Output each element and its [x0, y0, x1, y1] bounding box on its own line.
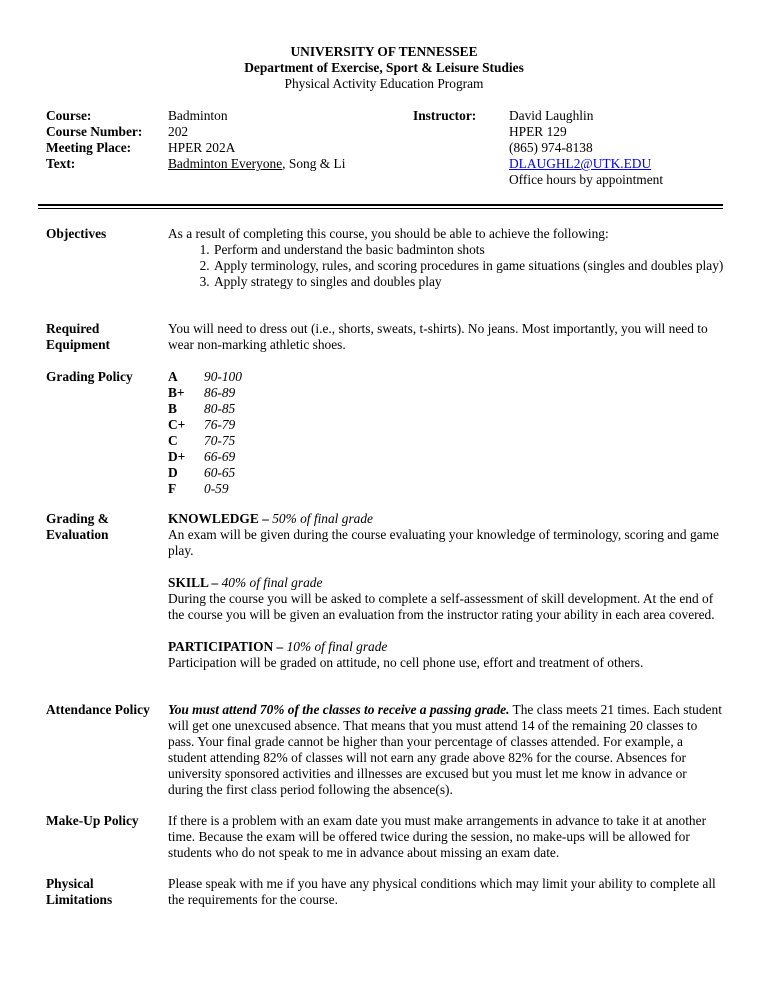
course-label: Course:: [46, 108, 92, 123]
grade-letter: A: [168, 369, 178, 384]
skill-title: SKILL –: [168, 575, 219, 590]
grade-range: 66-69: [204, 449, 236, 464]
grade-range: 86-89: [204, 385, 236, 400]
program-name: Physical Activity Education Program: [284, 76, 484, 91]
attendance-text: The class meets 21 times. Each student will get one unexcused absence. That means that you must attend 14 of the remaining 20 classes to pass. Your final grade cannot be higher than your percentage of classes attended. For example, a student attending 82% of classes will not earn any grade above 82% for the course. Absences for university sponsored activities and illnesses are excused but you must let me know in advance or during the first class period following the absence(s).: [168, 702, 722, 797]
grade-range: 80-85: [204, 401, 236, 416]
course-number-value: 202: [168, 124, 189, 139]
textbook-authors: , Song & Li: [282, 156, 346, 171]
office-hours: Office hours by appointment: [509, 172, 664, 187]
attendance-body: [168, 702, 724, 798]
evaluation-label-line2: Evaluation: [46, 527, 109, 542]
instructor-label-text: Instructor:: [413, 108, 477, 123]
instructor-details: [509, 108, 663, 188]
makeup-text: If there is a problem with an exam date you must make arrangements in advance to take it at another time. Because the exam will be offered twice during the session, no make-ups will be allowed for students who do not speak to me in advance about missing an exam date.: [168, 813, 707, 860]
grade-row: [168, 449, 724, 465]
participation-title: PARTICIPATION –: [168, 639, 284, 654]
grade-letter: B: [168, 401, 177, 416]
grade-row: [168, 385, 724, 401]
limitations-text: Please speak with me if you have any physical conditions which may limit your ability to complete all the requirements for the course.: [168, 876, 716, 907]
knowledge-heading: [168, 511, 724, 527]
grade-range: 76-79: [204, 417, 236, 432]
evaluation-label-line1: Grading &: [46, 511, 109, 526]
evaluation-body: [168, 511, 724, 671]
objectives-label: Objectives: [46, 226, 107, 241]
grade-scale: [168, 369, 724, 497]
participation-heading: [168, 639, 724, 655]
makeup-label: Make-Up Policy: [46, 813, 139, 828]
instructor-email-link[interactable]: DLAUGHL2@UTK.EDU: [509, 156, 652, 171]
objective-item: 2. Apply terminology, rules, and scoring procedures in game situations (singles and doubles play): [213, 258, 724, 274]
knowledge-weight: 50% of final grade: [272, 511, 373, 526]
grade-row: [168, 417, 724, 433]
grade-letter: D: [168, 465, 178, 480]
instructor-phone: (865) 974-8138: [509, 140, 593, 155]
instructor-office: HPER 129: [509, 124, 567, 139]
attendance-label: Attendance Policy: [46, 702, 150, 717]
limitations-label: [46, 876, 164, 908]
instructor-name: David Laughlin: [509, 108, 594, 123]
header-divider-thick: [38, 204, 723, 206]
course-info: [46, 108, 726, 188]
objectives-list: [168, 242, 724, 290]
textbook-title: Badminton Everyone: [168, 156, 283, 171]
instructor-label: [413, 108, 476, 124]
grade-row: [168, 433, 724, 449]
objectives-intro: As a result of completing this course, you should be able to achieve the following:: [168, 226, 609, 241]
grade-range: 60-65: [204, 465, 236, 480]
limitations-label-line1: Physical: [46, 876, 94, 891]
objective-item: 3. Apply strategy to singles and doubles play: [213, 274, 724, 290]
objective-item: 1. Perform and understand the basic badminton shots: [213, 242, 724, 258]
course-info-values: [168, 108, 345, 172]
grade-row: [168, 481, 724, 497]
grade-range: 70-75: [204, 433, 236, 448]
document-header: [0, 44, 768, 92]
evaluation-label: [46, 511, 164, 543]
equipment-label-line2: Equipment: [46, 337, 110, 352]
equipment-label-line1: Required: [46, 321, 100, 336]
grade-range: 0-59: [204, 481, 229, 496]
grade-letter: B+: [168, 385, 185, 400]
objectives-body: [168, 226, 724, 290]
text-value: [168, 156, 345, 172]
department-name: Department of Exercise, Sport & Leisure Studies: [244, 60, 524, 75]
skill-text: During the course you will be asked to complete a self-assessment of skill development. At the end of the course you will be given an evaluation from the instructor rating your ability in each area covered.: [168, 591, 715, 622]
attendance-emphasis: You must attend 70% of the classes to receive a passing grade.: [168, 702, 510, 717]
participation-weight: 10% of final grade: [286, 639, 388, 654]
participation-text: Participation will be graded on attitude, no cell phone use, effort and treatment of others.: [168, 655, 644, 670]
grade-letter: D+: [168, 449, 186, 464]
course-number-label: Course Number:: [46, 124, 143, 139]
university-name: UNIVERSITY OF TENNESSEE: [290, 44, 478, 59]
grade-row: [168, 401, 724, 417]
skill-weight: 40% of final grade: [221, 575, 323, 590]
text-label: Text:: [46, 156, 76, 171]
grade-letter: F: [168, 481, 177, 496]
grade-row: [168, 465, 724, 481]
grade-letter: C+: [168, 417, 186, 432]
meeting-place-value: HPER 202A: [168, 140, 236, 155]
meeting-place-label: Meeting Place:: [46, 140, 132, 155]
grading-policy-label: Grading Policy: [46, 369, 133, 384]
limitations-label-line2: Limitations: [46, 892, 113, 907]
equipment-text: You will need to dress out (i.e., shorts, sweats, t-shirts). No jeans. Most importantly, you will need to wear non-marking athletic shoes.: [168, 321, 708, 352]
grade-range: 90-100: [204, 369, 242, 384]
equipment-label: [46, 321, 164, 353]
knowledge-title: KNOWLEDGE –: [168, 511, 269, 526]
grade-letter: C: [168, 433, 178, 448]
grade-row: [168, 369, 724, 385]
knowledge-text: An exam will be given during the course evaluating your knowledge of terminology, scoring and game play.: [168, 527, 719, 558]
course-info-labels: [46, 108, 142, 172]
skill-heading: [168, 575, 724, 591]
course-value: Badminton: [168, 108, 228, 123]
header-divider-thin: [38, 208, 723, 209]
